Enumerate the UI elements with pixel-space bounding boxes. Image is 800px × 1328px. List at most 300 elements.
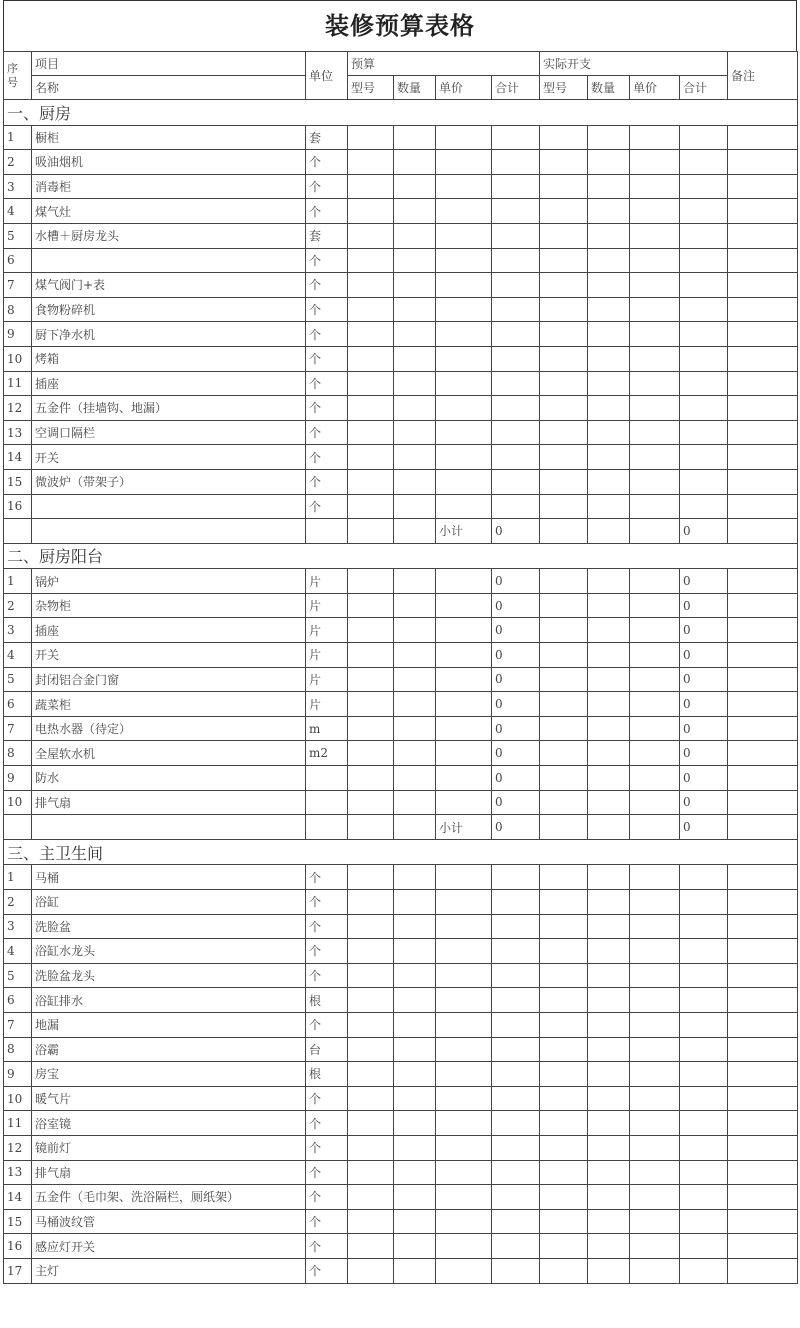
- item-name-cell[interactable]: 橱柜: [32, 125, 306, 150]
- budget-total-cell[interactable]: [492, 1086, 540, 1111]
- actual-price-cell[interactable]: [630, 1209, 680, 1234]
- budget-model-cell[interactable]: [348, 346, 394, 371]
- budget-price-cell[interactable]: [436, 865, 492, 890]
- actual-price-cell[interactable]: [630, 519, 680, 544]
- budget-qty-cell[interactable]: [394, 322, 436, 347]
- budget-total-cell[interactable]: [492, 445, 540, 470]
- actual-qty-cell[interactable]: [588, 618, 630, 643]
- budget-price-cell[interactable]: [436, 790, 492, 815]
- actual-total-cell[interactable]: [680, 1086, 728, 1111]
- item-name-cell[interactable]: [32, 519, 306, 544]
- actual-model-cell[interactable]: [540, 865, 588, 890]
- budget-qty-cell[interactable]: [394, 1234, 436, 1259]
- actual-price-cell[interactable]: [630, 667, 680, 692]
- unit-cell[interactable]: 个: [306, 890, 348, 915]
- budget-price-cell[interactable]: [436, 692, 492, 717]
- actual-qty-cell[interactable]: [588, 1012, 630, 1037]
- item-name-cell[interactable]: 房宝: [32, 1062, 306, 1087]
- actual-total-cell[interactable]: [680, 322, 728, 347]
- budget-model-cell[interactable]: [348, 815, 394, 840]
- remark-cell[interactable]: [728, 667, 798, 692]
- budget-qty-cell[interactable]: [394, 125, 436, 150]
- actual-model-cell[interactable]: [540, 150, 588, 175]
- budget-model-cell[interactable]: [348, 223, 394, 248]
- budget-model-cell[interactable]: [348, 593, 394, 618]
- budget-price-cell[interactable]: [436, 1037, 492, 1062]
- actual-qty-cell[interactable]: [588, 248, 630, 273]
- budget-total-cell[interactable]: 0: [492, 618, 540, 643]
- actual-price-cell[interactable]: [630, 248, 680, 273]
- actual-model-cell[interactable]: [540, 174, 588, 199]
- item-name-cell[interactable]: 插座: [32, 371, 306, 396]
- actual-qty-cell[interactable]: [588, 494, 630, 519]
- actual-price-cell[interactable]: [630, 569, 680, 594]
- budget-model-cell[interactable]: [348, 716, 394, 741]
- actual-total-cell[interactable]: [680, 1258, 728, 1283]
- budget-price-cell[interactable]: [436, 890, 492, 915]
- budget-total-cell[interactable]: 0: [492, 643, 540, 668]
- unit-cell[interactable]: 个: [306, 1086, 348, 1111]
- actual-qty-cell[interactable]: [588, 1111, 630, 1136]
- actual-total-cell[interactable]: 0: [680, 593, 728, 618]
- budget-qty-cell[interactable]: [394, 223, 436, 248]
- budget-model-cell[interactable]: [348, 150, 394, 175]
- budget-total-cell[interactable]: [492, 297, 540, 322]
- actual-total-cell[interactable]: 0: [680, 643, 728, 668]
- actual-qty-cell[interactable]: [588, 1062, 630, 1087]
- budget-model-cell[interactable]: [348, 297, 394, 322]
- budget-price-cell[interactable]: [436, 939, 492, 964]
- budget-total-cell[interactable]: [492, 396, 540, 421]
- actual-model-cell[interactable]: [540, 420, 588, 445]
- budget-model-cell[interactable]: [348, 248, 394, 273]
- actual-total-cell[interactable]: 0: [680, 569, 728, 594]
- actual-total-cell[interactable]: 0: [680, 667, 728, 692]
- budget-qty-cell[interactable]: [394, 519, 436, 544]
- actual-total-cell[interactable]: [680, 445, 728, 470]
- budget-price-cell[interactable]: [436, 420, 492, 445]
- unit-cell[interactable]: [306, 790, 348, 815]
- unit-cell[interactable]: m2: [306, 741, 348, 766]
- budget-total-cell[interactable]: [492, 914, 540, 939]
- budget-price-cell[interactable]: [436, 1160, 492, 1185]
- actual-qty-cell[interactable]: [588, 963, 630, 988]
- remark-cell[interactable]: [728, 1135, 798, 1160]
- item-name-cell[interactable]: 吸油烟机: [32, 150, 306, 175]
- remark-cell[interactable]: [728, 174, 798, 199]
- actual-qty-cell[interactable]: [588, 1160, 630, 1185]
- actual-price-cell[interactable]: [630, 1135, 680, 1160]
- budget-subtotal-cell[interactable]: 0: [492, 519, 540, 544]
- item-name-cell[interactable]: 插座: [32, 618, 306, 643]
- actual-qty-cell[interactable]: [588, 865, 630, 890]
- budget-model-cell[interactable]: [348, 396, 394, 421]
- actual-qty-cell[interactable]: [588, 396, 630, 421]
- actual-model-cell[interactable]: [540, 643, 588, 668]
- actual-price-cell[interactable]: [630, 469, 680, 494]
- budget-total-cell[interactable]: [492, 890, 540, 915]
- budget-total-cell[interactable]: [492, 1062, 540, 1087]
- item-name-cell[interactable]: 烤箱: [32, 346, 306, 371]
- remark-cell[interactable]: [728, 396, 798, 421]
- actual-price-cell[interactable]: [630, 741, 680, 766]
- remark-cell[interactable]: [728, 939, 798, 964]
- remark-cell[interactable]: [728, 1037, 798, 1062]
- budget-total-cell[interactable]: [492, 1160, 540, 1185]
- remark-cell[interactable]: [728, 248, 798, 273]
- budget-qty-cell[interactable]: [394, 815, 436, 840]
- budget-qty-cell[interactable]: [394, 420, 436, 445]
- actual-model-cell[interactable]: [540, 1135, 588, 1160]
- actual-price-cell[interactable]: [630, 420, 680, 445]
- actual-total-cell[interactable]: [680, 223, 728, 248]
- budget-price-cell[interactable]: [436, 643, 492, 668]
- actual-model-cell[interactable]: [540, 494, 588, 519]
- remark-cell[interactable]: [728, 618, 798, 643]
- budget-qty-cell[interactable]: [394, 150, 436, 175]
- actual-price-cell[interactable]: [630, 790, 680, 815]
- budget-total-cell[interactable]: 0: [492, 667, 540, 692]
- budget-price-cell[interactable]: [436, 346, 492, 371]
- actual-price-cell[interactable]: [630, 199, 680, 224]
- actual-model-cell[interactable]: [540, 199, 588, 224]
- actual-model-cell[interactable]: [540, 988, 588, 1013]
- actual-model-cell[interactable]: [540, 692, 588, 717]
- budget-qty-cell[interactable]: [394, 297, 436, 322]
- actual-price-cell[interactable]: [630, 643, 680, 668]
- unit-cell[interactable]: 根: [306, 1062, 348, 1087]
- budget-total-cell[interactable]: [492, 346, 540, 371]
- budget-qty-cell[interactable]: [394, 469, 436, 494]
- budget-qty-cell[interactable]: [394, 248, 436, 273]
- remark-cell[interactable]: [728, 273, 798, 298]
- budget-price-cell[interactable]: [436, 569, 492, 594]
- item-name-cell[interactable]: 马桶波纹管: [32, 1209, 306, 1234]
- unit-cell[interactable]: 个: [306, 297, 348, 322]
- actual-qty-cell[interactable]: [588, 273, 630, 298]
- budget-price-cell[interactable]: [436, 963, 492, 988]
- budget-model-cell[interactable]: [348, 125, 394, 150]
- budget-price-cell[interactable]: [436, 1234, 492, 1259]
- actual-model-cell[interactable]: [540, 1209, 588, 1234]
- unit-cell[interactable]: 个: [306, 248, 348, 273]
- actual-model-cell[interactable]: [540, 396, 588, 421]
- item-name-cell[interactable]: 浴缸排水: [32, 988, 306, 1013]
- remark-cell[interactable]: [728, 569, 798, 594]
- budget-price-cell[interactable]: [436, 371, 492, 396]
- budget-price-cell[interactable]: [436, 469, 492, 494]
- unit-cell[interactable]: 个: [306, 963, 348, 988]
- unit-cell[interactable]: 个: [306, 1135, 348, 1160]
- actual-model-cell[interactable]: [540, 322, 588, 347]
- item-name-cell[interactable]: 空调口隔栏: [32, 420, 306, 445]
- remark-cell[interactable]: [728, 445, 798, 470]
- budget-qty-cell[interactable]: [394, 667, 436, 692]
- budget-qty-cell[interactable]: [394, 692, 436, 717]
- actual-qty-cell[interactable]: [588, 741, 630, 766]
- actual-total-cell[interactable]: [680, 1037, 728, 1062]
- budget-price-cell[interactable]: [436, 1086, 492, 1111]
- budget-model-cell[interactable]: [348, 1062, 394, 1087]
- actual-model-cell[interactable]: [540, 815, 588, 840]
- actual-price-cell[interactable]: [630, 396, 680, 421]
- actual-model-cell[interactable]: [540, 1258, 588, 1283]
- unit-cell[interactable]: 个: [306, 150, 348, 175]
- budget-price-cell[interactable]: [436, 1135, 492, 1160]
- unit-cell[interactable]: 个: [306, 396, 348, 421]
- budget-total-cell[interactable]: 0: [492, 716, 540, 741]
- budget-price-cell[interactable]: [436, 766, 492, 791]
- budget-model-cell[interactable]: [348, 1209, 394, 1234]
- budget-total-cell[interactable]: [492, 963, 540, 988]
- budget-model-cell[interactable]: [348, 914, 394, 939]
- actual-subtotal-cell[interactable]: 0: [680, 519, 728, 544]
- unit-cell[interactable]: 套: [306, 223, 348, 248]
- budget-total-cell[interactable]: [492, 1234, 540, 1259]
- item-name-cell[interactable]: 浴缸水龙头: [32, 939, 306, 964]
- actual-model-cell[interactable]: [540, 716, 588, 741]
- budget-price-cell[interactable]: [436, 396, 492, 421]
- remark-cell[interactable]: [728, 223, 798, 248]
- remark-cell[interactable]: [728, 1185, 798, 1210]
- item-name-cell[interactable]: 开关: [32, 445, 306, 470]
- actual-model-cell[interactable]: [540, 346, 588, 371]
- budget-total-cell[interactable]: [492, 1111, 540, 1136]
- actual-price-cell[interactable]: [630, 1234, 680, 1259]
- budget-model-cell[interactable]: [348, 494, 394, 519]
- actual-model-cell[interactable]: [540, 223, 588, 248]
- budget-qty-cell[interactable]: [394, 865, 436, 890]
- actual-total-cell[interactable]: [680, 150, 728, 175]
- item-name-cell[interactable]: 暖气片: [32, 1086, 306, 1111]
- actual-price-cell[interactable]: [630, 1037, 680, 1062]
- budget-qty-cell[interactable]: [394, 1062, 436, 1087]
- budget-total-cell[interactable]: 0: [492, 741, 540, 766]
- actual-total-cell[interactable]: [680, 1234, 728, 1259]
- budget-qty-cell[interactable]: [394, 1258, 436, 1283]
- actual-total-cell[interactable]: [680, 494, 728, 519]
- budget-price-cell[interactable]: [436, 593, 492, 618]
- actual-total-cell[interactable]: 0: [680, 716, 728, 741]
- actual-price-cell[interactable]: [630, 716, 680, 741]
- remark-cell[interactable]: [728, 988, 798, 1013]
- remark-cell[interactable]: [728, 766, 798, 791]
- unit-cell[interactable]: 个: [306, 174, 348, 199]
- actual-subtotal-cell[interactable]: 0: [680, 815, 728, 840]
- budget-total-cell[interactable]: [492, 865, 540, 890]
- actual-model-cell[interactable]: [540, 469, 588, 494]
- item-name-cell[interactable]: 食物粉碎机: [32, 297, 306, 322]
- budget-model-cell[interactable]: [348, 643, 394, 668]
- actual-qty-cell[interactable]: [588, 1234, 630, 1259]
- actual-model-cell[interactable]: [540, 914, 588, 939]
- actual-qty-cell[interactable]: [588, 1209, 630, 1234]
- budget-price-cell[interactable]: [436, 322, 492, 347]
- item-name-cell[interactable]: 蔬菜柜: [32, 692, 306, 717]
- actual-total-cell[interactable]: [680, 1209, 728, 1234]
- budget-total-cell[interactable]: [492, 273, 540, 298]
- budget-qty-cell[interactable]: [394, 890, 436, 915]
- budget-price-cell[interactable]: [436, 1012, 492, 1037]
- remark-cell[interactable]: [728, 593, 798, 618]
- budget-model-cell[interactable]: [348, 741, 394, 766]
- item-name-cell[interactable]: 感应灯开关: [32, 1234, 306, 1259]
- budget-qty-cell[interactable]: [394, 618, 436, 643]
- budget-price-cell[interactable]: [436, 174, 492, 199]
- remark-cell[interactable]: [728, 371, 798, 396]
- remark-cell[interactable]: [728, 1062, 798, 1087]
- actual-price-cell[interactable]: [630, 273, 680, 298]
- budget-total-cell[interactable]: [492, 1258, 540, 1283]
- budget-total-cell[interactable]: 0: [492, 692, 540, 717]
- unit-cell[interactable]: 个: [306, 1258, 348, 1283]
- budget-price-cell[interactable]: [436, 150, 492, 175]
- budget-model-cell[interactable]: [348, 1258, 394, 1283]
- actual-qty-cell[interactable]: [588, 1086, 630, 1111]
- budget-total-cell[interactable]: [492, 494, 540, 519]
- actual-price-cell[interactable]: [630, 890, 680, 915]
- budget-qty-cell[interactable]: [394, 1111, 436, 1136]
- actual-qty-cell[interactable]: [588, 223, 630, 248]
- actual-total-cell[interactable]: [680, 1135, 728, 1160]
- actual-qty-cell[interactable]: [588, 939, 630, 964]
- actual-total-cell[interactable]: [680, 1111, 728, 1136]
- budget-total-cell[interactable]: [492, 223, 540, 248]
- remark-cell[interactable]: [728, 815, 798, 840]
- actual-qty-cell[interactable]: [588, 346, 630, 371]
- actual-total-cell[interactable]: [680, 1012, 728, 1037]
- unit-cell[interactable]: 套: [306, 125, 348, 150]
- budget-model-cell[interactable]: [348, 939, 394, 964]
- budget-model-cell[interactable]: [348, 1037, 394, 1062]
- remark-cell[interactable]: [728, 1111, 798, 1136]
- actual-qty-cell[interactable]: [588, 199, 630, 224]
- budget-qty-cell[interactable]: [394, 1086, 436, 1111]
- remark-cell[interactable]: [728, 963, 798, 988]
- actual-model-cell[interactable]: [540, 297, 588, 322]
- remark-cell[interactable]: [728, 692, 798, 717]
- actual-total-cell[interactable]: [680, 988, 728, 1013]
- actual-price-cell[interactable]: [630, 815, 680, 840]
- actual-qty-cell[interactable]: [588, 371, 630, 396]
- unit-cell[interactable]: 片: [306, 569, 348, 594]
- budget-model-cell[interactable]: [348, 988, 394, 1013]
- unit-cell[interactable]: 个: [306, 322, 348, 347]
- actual-price-cell[interactable]: [630, 963, 680, 988]
- item-name-cell[interactable]: 煤气灶: [32, 199, 306, 224]
- actual-model-cell[interactable]: [540, 1062, 588, 1087]
- actual-qty-cell[interactable]: [588, 1037, 630, 1062]
- budget-qty-cell[interactable]: [394, 346, 436, 371]
- budget-price-cell[interactable]: [436, 914, 492, 939]
- actual-qty-cell[interactable]: [588, 667, 630, 692]
- budget-qty-cell[interactable]: [394, 199, 436, 224]
- actual-model-cell[interactable]: [540, 1086, 588, 1111]
- budget-model-cell[interactable]: [348, 199, 394, 224]
- item-name-cell[interactable]: 排气扇: [32, 1160, 306, 1185]
- budget-qty-cell[interactable]: [394, 174, 436, 199]
- budget-model-cell[interactable]: [348, 273, 394, 298]
- item-name-cell[interactable]: 防水: [32, 766, 306, 791]
- actual-price-cell[interactable]: [630, 914, 680, 939]
- item-name-cell[interactable]: 排气扇: [32, 790, 306, 815]
- remark-cell[interactable]: [728, 865, 798, 890]
- budget-model-cell[interactable]: [348, 1135, 394, 1160]
- budget-model-cell[interactable]: [348, 790, 394, 815]
- item-name-cell[interactable]: 消毒柜: [32, 174, 306, 199]
- remark-cell[interactable]: [728, 125, 798, 150]
- remark-cell[interactable]: [728, 494, 798, 519]
- item-name-cell[interactable]: [32, 494, 306, 519]
- unit-cell[interactable]: 个: [306, 1012, 348, 1037]
- actual-total-cell[interactable]: [680, 1185, 728, 1210]
- actual-total-cell[interactable]: [680, 1160, 728, 1185]
- budget-model-cell[interactable]: [348, 667, 394, 692]
- item-name-cell[interactable]: 浴缸: [32, 890, 306, 915]
- actual-qty-cell[interactable]: [588, 125, 630, 150]
- actual-qty-cell[interactable]: [588, 914, 630, 939]
- actual-price-cell[interactable]: [630, 988, 680, 1013]
- actual-total-cell[interactable]: [680, 914, 728, 939]
- budget-qty-cell[interactable]: [394, 914, 436, 939]
- budget-model-cell[interactable]: [348, 420, 394, 445]
- remark-cell[interactable]: [728, 790, 798, 815]
- unit-cell[interactable]: 个: [306, 1111, 348, 1136]
- budget-model-cell[interactable]: [348, 569, 394, 594]
- budget-model-cell[interactable]: [348, 174, 394, 199]
- unit-cell[interactable]: 个: [306, 1234, 348, 1259]
- actual-price-cell[interactable]: [630, 618, 680, 643]
- budget-price-cell[interactable]: [436, 667, 492, 692]
- actual-qty-cell[interactable]: [588, 766, 630, 791]
- actual-total-cell[interactable]: 0: [680, 618, 728, 643]
- unit-cell[interactable]: 个: [306, 420, 348, 445]
- actual-qty-cell[interactable]: [588, 519, 630, 544]
- budget-qty-cell[interactable]: [394, 643, 436, 668]
- actual-total-cell[interactable]: 0: [680, 766, 728, 791]
- remark-cell[interactable]: [728, 346, 798, 371]
- actual-model-cell[interactable]: [540, 1012, 588, 1037]
- actual-total-cell[interactable]: [680, 125, 728, 150]
- budget-qty-cell[interactable]: [394, 371, 436, 396]
- actual-price-cell[interactable]: [630, 297, 680, 322]
- budget-qty-cell[interactable]: [394, 569, 436, 594]
- actual-model-cell[interactable]: [540, 273, 588, 298]
- actual-price-cell[interactable]: [630, 1258, 680, 1283]
- unit-cell[interactable]: 个: [306, 939, 348, 964]
- remark-cell[interactable]: [728, 297, 798, 322]
- budget-price-cell[interactable]: [436, 297, 492, 322]
- actual-model-cell[interactable]: [540, 741, 588, 766]
- unit-cell[interactable]: 片: [306, 593, 348, 618]
- actual-model-cell[interactable]: [540, 890, 588, 915]
- actual-price-cell[interactable]: [630, 1160, 680, 1185]
- unit-cell[interactable]: 个: [306, 346, 348, 371]
- actual-model-cell[interactable]: [540, 593, 588, 618]
- budget-total-cell[interactable]: [492, 1012, 540, 1037]
- actual-price-cell[interactable]: [630, 1012, 680, 1037]
- budget-model-cell[interactable]: [348, 618, 394, 643]
- budget-total-cell[interactable]: [492, 420, 540, 445]
- budget-total-cell[interactable]: [492, 248, 540, 273]
- budget-price-cell[interactable]: [436, 988, 492, 1013]
- remark-cell[interactable]: [728, 1209, 798, 1234]
- actual-total-cell[interactable]: [680, 371, 728, 396]
- item-name-cell[interactable]: [32, 815, 306, 840]
- item-name-cell[interactable]: 五金件（挂墙钩、地漏）: [32, 396, 306, 421]
- unit-cell[interactable]: [306, 519, 348, 544]
- budget-qty-cell[interactable]: [394, 939, 436, 964]
